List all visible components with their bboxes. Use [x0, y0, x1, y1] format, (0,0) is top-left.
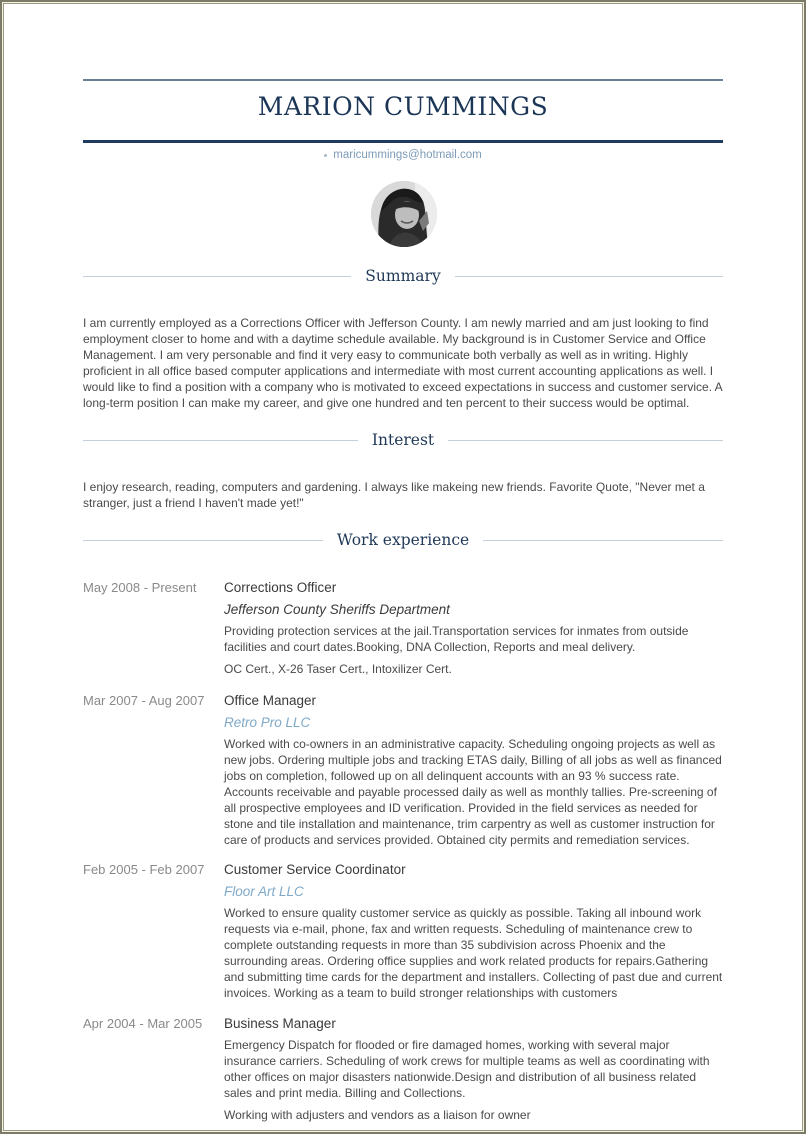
avatar [371, 181, 437, 247]
section-title: Summary [365, 267, 441, 285]
header-rule-bottom [83, 140, 723, 143]
section-heading-work-experience [83, 528, 723, 552]
contact-line [83, 149, 723, 161]
job-description: Emergency Dispatch for flooded or fire damaged homes, working with several major insurance carriers. Scheduling of work crews for multiple teams as well as coordinating with other offices on major disasters nationwide.Design and distribution of all business related sales and print media. Billing and Collections. [224, 1038, 710, 1100]
job-company-link[interactable]: Floor Art LLC [224, 884, 304, 899]
email-link[interactable]: maricummings@hotmail.com [333, 149, 482, 161]
job-description: Worked to ensure quality customer service as quickly as possible. Taking all inbound work requests via e-mail, phone, fax and written requests. Scheduling of maintenance crew to complete outstanding requests in more than 35 subdivision across Phoenix and the surrounding areas. Ordering office supplies and work related products for repairs.Gathering and submitting time cards for the department and installers. Collecting of past due and current invoices. Working as a team to build stronger relationships with customers [224, 906, 723, 1000]
job-note: OC Cert., X-26 Taser Cert., Intoxilizer Cert. [224, 662, 452, 676]
job-title: Office Manager [224, 693, 317, 708]
profile-photo-icon [371, 181, 437, 247]
heading-rule-left [83, 440, 358, 441]
job-dates: Mar 2007 - Aug 2007 [83, 693, 205, 708]
heading-rule-right [448, 440, 723, 441]
heading-rule-left [83, 540, 323, 541]
job-title: Business Manager [224, 1016, 336, 1031]
job-description: Providing protection services at the jail.Transportation services for inmates from outside facilities and court dates.Booking, DNA Collection, Reports and meal delivery. [224, 624, 689, 654]
job-dates: May 2008 - Present [83, 580, 197, 595]
interest-text: I enjoy research, reading, computers and gardening. I always like makeing new friends. Favorite Quote, "Never met a stranger, just a friend I haven't made yet!" [83, 480, 705, 510]
heading-rule-right [483, 540, 723, 541]
job-body [224, 579, 724, 677]
job-body [224, 1015, 724, 1123]
section-heading-interest [83, 428, 723, 452]
summary-text: I am currently employed as a Corrections Officer with Jefferson County. I am newly married and am just looking to find employment closer to home and with a daytime schedule available. My background is in Customer Service and Office Management. I am very personable and find it very easy to communicate both verbally as well as in writing. Highly proficient in all office based computer applications and intermediate with most current accounting applications as well. I would like to find a position with a company who is motivated to exceed expectations in success and customer service. A long-term position I can make my career, and give one hundred and ten percent to their success would be optimal. [83, 316, 722, 410]
section-title: Work experience [336, 531, 470, 549]
job-dates: Feb 2005 - Feb 2007 [83, 862, 205, 877]
job-body [224, 861, 724, 1001]
job-dates: Apr 2004 - Mar 2005 [83, 1016, 203, 1031]
heading-rule-right [455, 276, 723, 277]
bullet-dot-icon [324, 154, 327, 157]
job-company: Jefferson County Sheriffs Department [224, 602, 450, 617]
job-title: Corrections Officer [224, 580, 337, 595]
section-heading-summary [83, 264, 723, 288]
heading-rule-left [83, 276, 351, 277]
job-title: Customer Service Coordinator [224, 862, 406, 877]
job-note: Working with adjusters and vendors as a liaison for owner [224, 1108, 531, 1122]
job-body [224, 692, 724, 848]
header-rule-top [83, 79, 723, 81]
candidate-name: MARION CUMMINGS [257, 92, 549, 121]
section-title: Interest [371, 431, 435, 449]
job-company-link[interactable]: Retro Pro LLC [224, 715, 311, 730]
job-description: Worked with co-owners in an administrative capacity. Scheduling ongoing projects as well as new jobs. Ordering multiple jobs and tracking ETAS daily, Billing of all jobs as well as financed jobs on completion, followed up on all delinquent accounts with an 93 % success rate. Accounts receivable and payable processed daily as well as monthly tallies. Pre-screening of all prospective employees and ID verification. Provided in the field services as needed for stone and tile installation and maintenance, trim carpentry as well as customer instruction for care of products and services provided. Obtained city permits and remediation services. [224, 737, 722, 847]
